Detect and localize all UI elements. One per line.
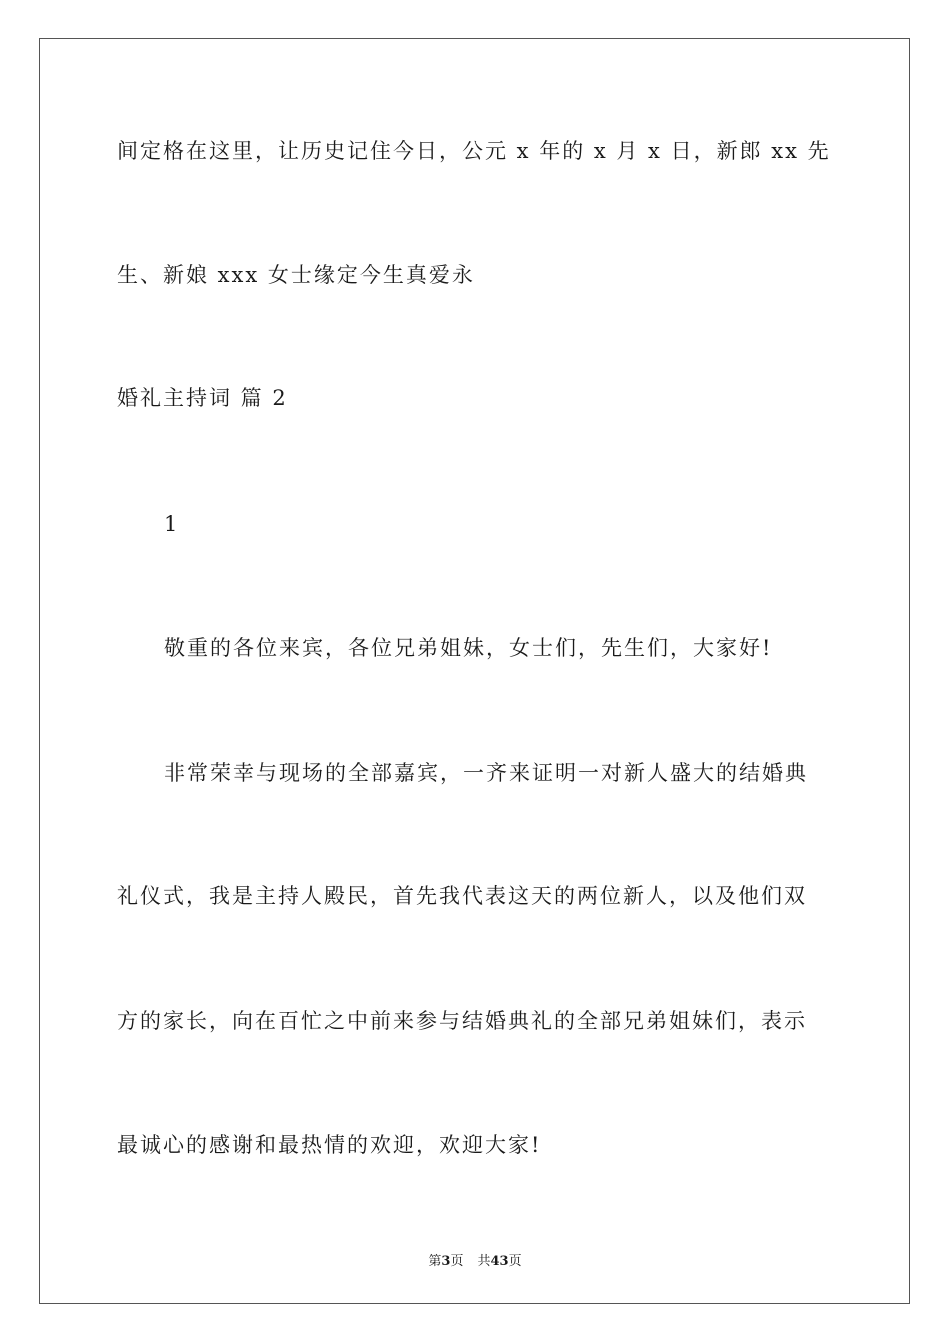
section-heading: 婚礼主持词 篇 2 [117, 386, 288, 410]
total-pages: 43 [490, 1254, 509, 1269]
body-text-line: 间定格在这里，让历史记住今日，公元 x 年的 x 月 x 日，新郎 xx 先 [117, 139, 831, 163]
total-prefix: 共 [477, 1254, 491, 1269]
page-number: 3 [441, 1254, 451, 1269]
page-footer [0, 1250, 950, 1269]
body-text-line: 非常荣幸与现场的全部嘉宾，一齐来证明一对新人盛大的结婚典 [164, 761, 808, 785]
total-suffix: 页 [508, 1254, 522, 1269]
body-text-line: 敬重的各位来宾，各位兄弟姐妹，女士们，先生们，大家好! [164, 636, 773, 660]
section-number: 1 [164, 512, 180, 536]
body-text-line: 礼仪式，我是主持人殿民，首先我代表这天的两位新人，以及他们双 [117, 884, 807, 908]
page-border [39, 38, 910, 1304]
page-prefix: 第 [428, 1254, 442, 1269]
body-text-line: 方的家长，向在百忙之中前来参与结婚典礼的全部兄弟姐妹们，表示 [117, 1009, 807, 1033]
body-text-line: 最诚心的感谢和最热情的欢迎，欢迎大家! [117, 1133, 542, 1157]
page-suffix: 页 [450, 1254, 464, 1269]
body-text-line: 生、新娘 xxx 女士缘定今生真爱永 [117, 263, 475, 287]
